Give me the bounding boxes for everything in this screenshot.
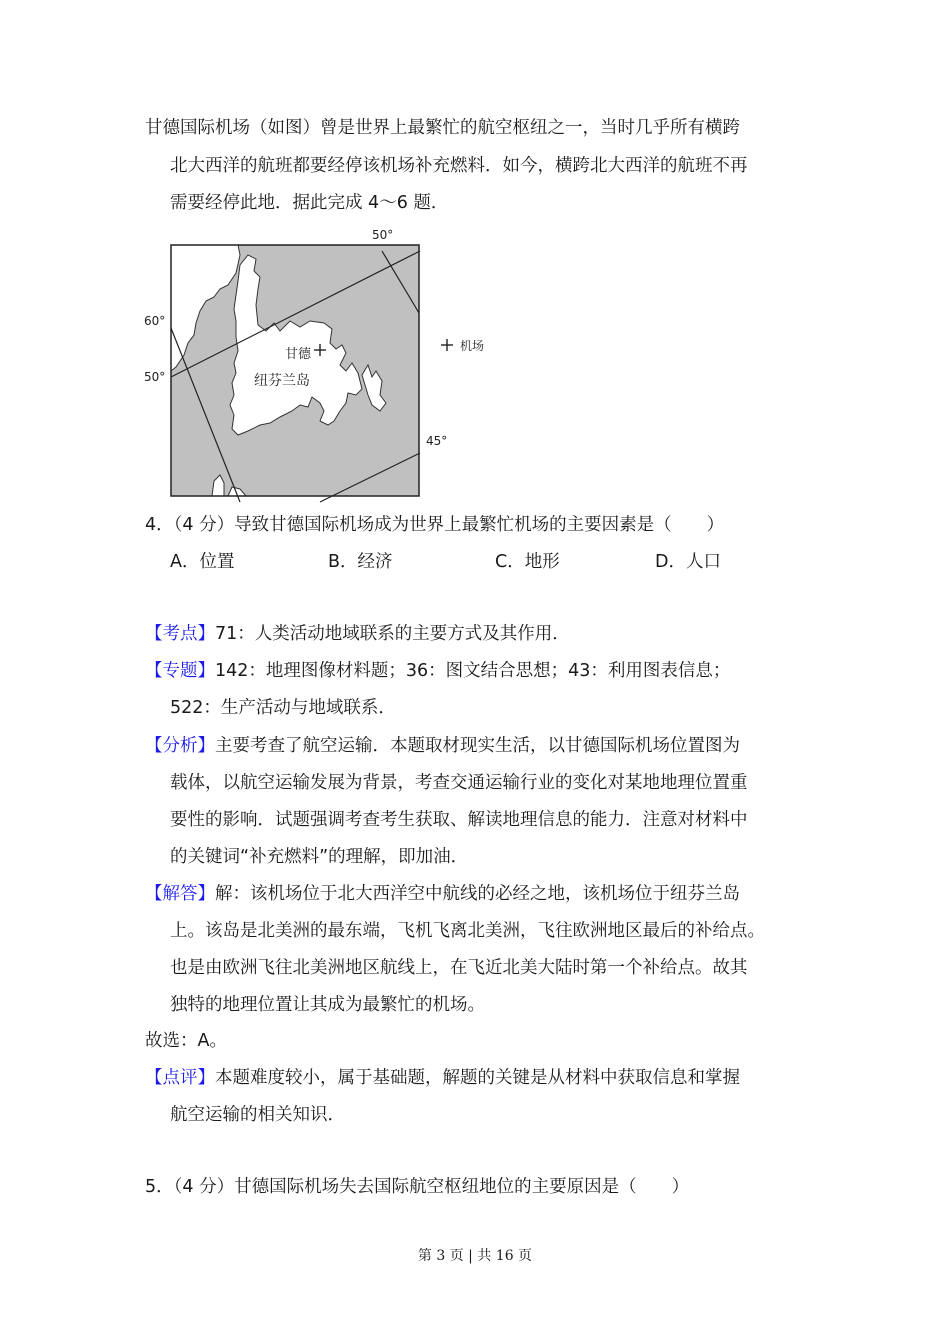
jieda-text: 也是由欧洲飞往北美洲地区航线上，在飞近北美大陆时第一个补给点。故其 <box>170 958 748 978</box>
fenxi-text: 要性的影响．试题强调考查考生获取、解读地理信息的能力．注意对材料中 <box>170 810 748 830</box>
gander-location-map <box>140 225 500 510</box>
zhuanti-tag: 【专题】 <box>145 661 215 681</box>
option-b: B．经济 <box>328 552 393 572</box>
option-c: C．地形 <box>495 552 560 572</box>
jieda-text: 独特的地理位置让其成为最繁忙的机场。 <box>170 995 485 1015</box>
fenxi-tag: 【分析】 <box>145 736 215 756</box>
fenxi-text: 的关键词“补充燃料”的理解，即加油． <box>170 847 469 867</box>
lat-50-label: 50° <box>144 370 166 384</box>
answer: 故选：A。 <box>145 1031 227 1051</box>
fenxi-text: 主要考查了航空运输．本题取材现实生活，以甘德国际机场位置图为 <box>215 736 740 756</box>
page-footer: 第 3 页 | 共 16 页 <box>417 1248 533 1264</box>
zhuanti-line <box>145 659 730 683</box>
dianping-text: 航空运输的相关知识． <box>170 1105 345 1125</box>
dianping-tag: 【点评】 <box>145 1068 215 1088</box>
lon-50-label: 50° <box>372 228 394 242</box>
gander-label: 甘德 <box>285 347 312 362</box>
intro-line: 甘德国际机场（如图）曾是世界上最繁忙的航空枢纽之一，当时几乎所有横跨 <box>145 118 740 138</box>
intro-line: 需要经停此地．据此完成 4～6 题． <box>170 193 449 213</box>
dianping-line <box>145 1066 740 1090</box>
island-label: 纽芬兰岛 <box>254 373 310 389</box>
dianping-text: 本题难度较小，属于基础题，解题的关键是从材料中获取信息和掌握 <box>215 1068 740 1088</box>
jieda-text: 解：该机场位于北大西洋空中航线的必经之地，该机场位于纽芬兰岛 <box>215 884 740 904</box>
intro-line: 北大西洋的航班都要经停该机场补充燃料．如今，横跨北大西洋的航班不再 <box>170 156 748 176</box>
jieda-line <box>145 882 740 906</box>
lat-45-label: 45° <box>426 434 448 448</box>
zhuanti-text: 142：地理图像材料题；36：图文结合思想；43：利用图表信息； <box>215 661 731 681</box>
jieda-text: 上。该岛是北美洲的最东端，飞机飞离北美洲，飞往欧洲地区最后的补给点。 <box>170 921 765 941</box>
option-a: A．位置 <box>170 552 235 572</box>
question-stem: 4．（4 分）导致甘德国际机场成为世界上最繁忙机场的主要因素是（ ） <box>145 515 725 535</box>
kaodian-tag: 【考点】 <box>145 624 215 644</box>
zhuanti-text: 522：生产活动与地域联系． <box>170 698 396 718</box>
airplane-icon <box>441 339 453 351</box>
question-5-stem: 5．（4 分）甘德国际机场失去国际航空枢纽地位的主要原因是（ ） <box>145 1177 690 1197</box>
legend-airport-label: 机场 <box>460 339 485 353</box>
jieda-tag: 【解答】 <box>145 884 215 904</box>
fenxi-text: 载体，以航空运输发展为背景，考查交通运输行业的变化对某地地理位置重 <box>170 773 748 793</box>
option-d: D．人口 <box>655 552 721 572</box>
kaodian-text: 71：人类活动地域联系的主要方式及其作用． <box>215 624 570 644</box>
kaodian-line <box>145 622 570 646</box>
fenxi-line <box>145 734 740 758</box>
lat-60-label: 60° <box>144 314 166 328</box>
